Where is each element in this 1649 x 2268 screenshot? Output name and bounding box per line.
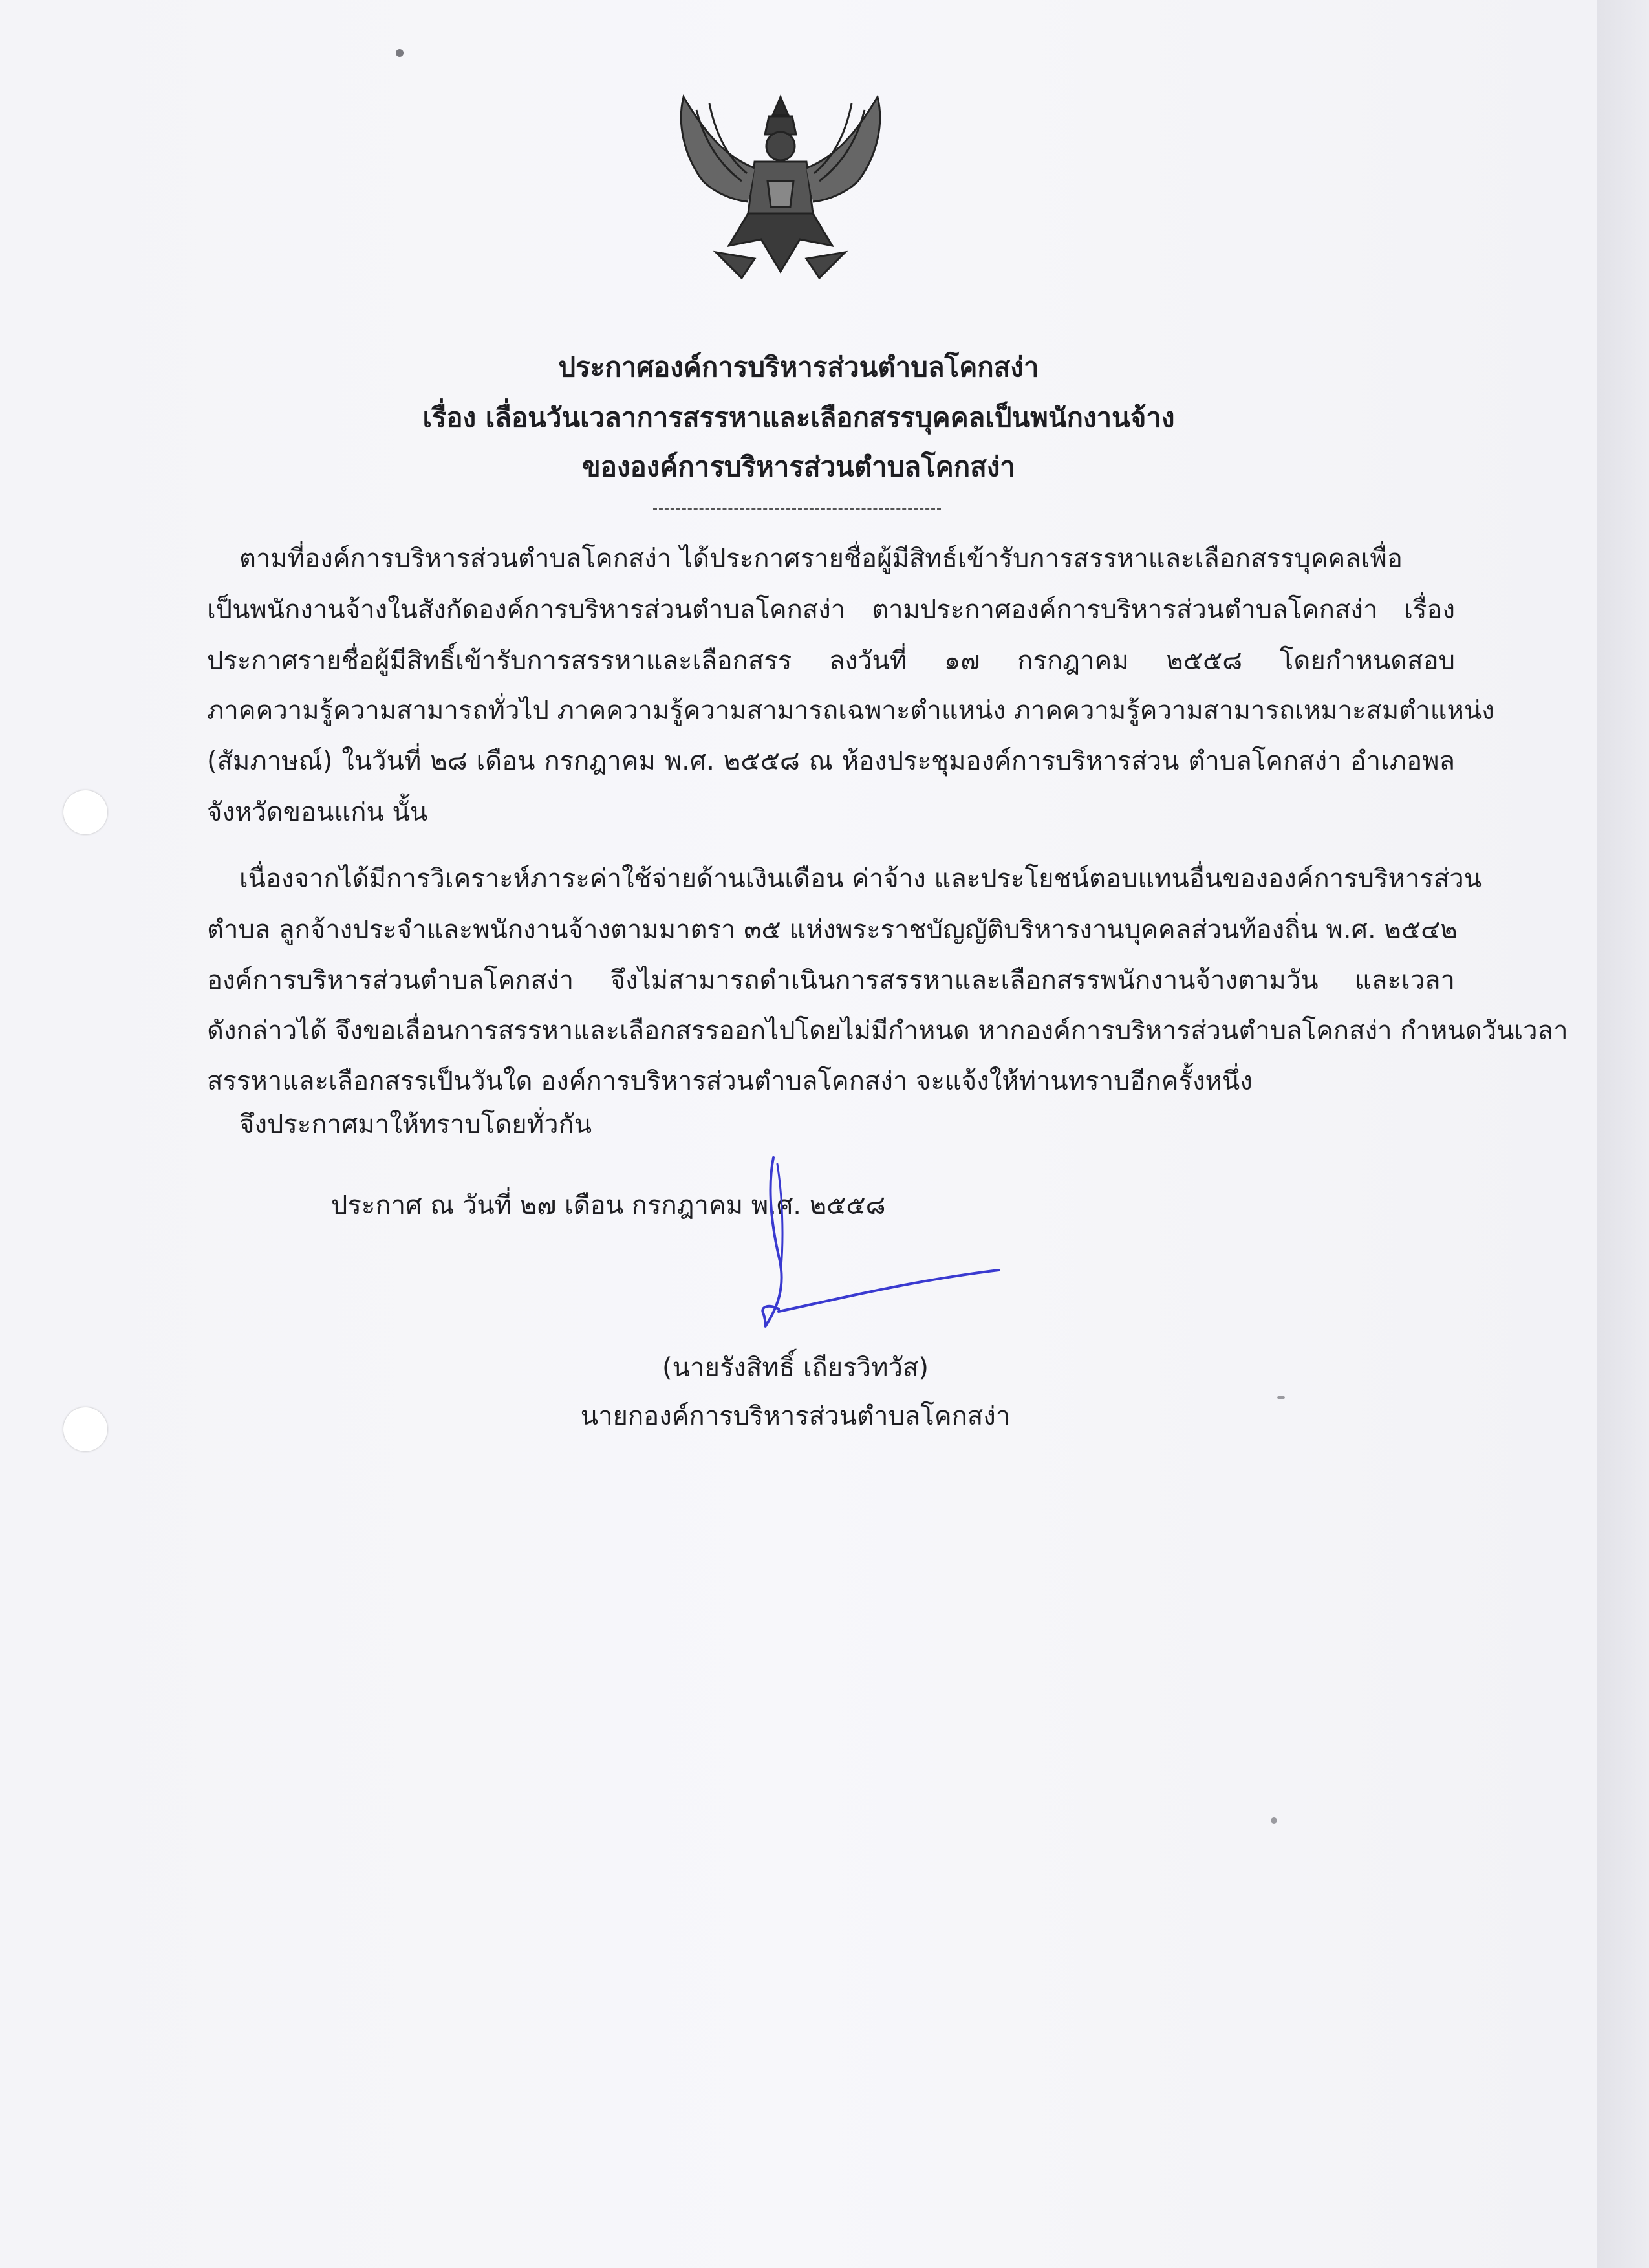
paragraph1-line: ภาคความรู้ความสามารถทั่วไป ภาคความรู้ความสามารถเฉพาะตำแหน่ง ภาคความรู้ความสามารถเหมาะสมตำแหน่ง (207, 696, 1494, 726)
header-subject: เรื่อง เลื่อนวันเวลาการสรรหาและเลือกสรรบุคคลเป็นพนักงานจ้าง (422, 402, 1175, 433)
handwritten-signature (744, 1151, 1015, 1345)
paragraph1-line: ประกาศรายชื่อผู้มีสิทธิ์เข้ารับการสรรหาและเลือกสรร ลงวันที่ ๑๗ กรกฎาคม ๒๕๕๘ โดยกำหนดสอบ (207, 646, 1455, 676)
paragraph2-line: ดังกล่าวได้ จึงขอเลื่อนการสรรหาและเลือกสรรออกไปโดยไม่มีกำหนด หากองค์การบริหารส่วนตำบลโคกสง่า กำหนดวันเวลา (207, 1016, 1568, 1046)
header-title: ประกาศองค์การบริหารส่วนตำบลโคกสง่า (558, 351, 1039, 383)
paragraph2-line: สรรหาและเลือกสรรเป็นวันใด องค์การบริหารส่วนตำบลโคกสง่า จะแจ้งให้ท่านทราบอีกครั้งหนึ่ง (207, 1066, 1253, 1096)
scan-edge (1597, 0, 1649, 2268)
paragraph1-line: (สัมภาษณ์) ในวันที่ ๒๘ เดือน กรกฎาคม พ.ศ. ๒๕๕๘ ณ ห้องประชุมองค์การบริหารส่วน ตำบลโคกสง่า อำเภอพล (207, 746, 1455, 776)
closing-statement: จึงประกาศมาให้ทราบโดยทั่วกัน (239, 1110, 592, 1139)
paragraph2-line: เนื่องจากได้มีการวิเคราะห์ภาระค่าใช้จ่ายด้านเงินเดือน ค่าจ้าง และประโยชน์ตอบแทนอื่นขององค์การบริหารส่วน (239, 864, 1482, 894)
punch-hole-bottom (63, 1407, 107, 1451)
header-divider (653, 508, 941, 510)
signer-title: นายกองค์การบริหารส่วนตำบลโคกสง่า (580, 1401, 1011, 1431)
paragraph1-line: ตามที่องค์การบริหารส่วนตำบลโคกสง่า ได้ประกาศรายชื่อผู้มีสิทธ์เข้ารับการสรรหาและเลือกสรรบุคคลเพื่อ (239, 544, 1403, 574)
header-organization: ขององค์การบริหารส่วนตำบลโคกสง่า (582, 451, 1015, 482)
paper-speck (396, 49, 404, 57)
paragraph1-line: เป็นพนักงานจ้างในสังกัดองค์การบริหารส่วนตำบลโคกสง่า ตามประกาศองค์การบริหารส่วนตำบลโคกสง่า เรื่อง (207, 595, 1455, 625)
paragraph2-line: ตำบล ลูกจ้างประจำและพนักงานจ้างตามมาตรา ๓๕ แห่งพระราชบัญญัติบริหารงานบุคคลส่วนท้องถิ่น พ.ศ. ๒๕๔๒ (207, 915, 1458, 945)
paper-speck (1271, 1817, 1277, 1824)
punch-hole-top (63, 790, 107, 834)
signer-name: (นายรังสิทธิ์ เถียรวิทวัส) (662, 1353, 929, 1383)
paragraph1-line: จังหวัดขอนแก่น นั้น (207, 797, 428, 827)
announcement-date: ประกาศ ณ วันที่ ๒๗ เดือน กรกฎาคม พ.ศ. ๒๕๕๘ (331, 1191, 886, 1220)
paragraph2-line: องค์การบริหารส่วนตำบลโคกสง่า จึงไม่สามารถดำเนินการสรรหาและเลือกสรรพนักงานจ้างตามวัน และเวลา (207, 966, 1455, 995)
garuda-emblem-icon (658, 84, 903, 285)
paper-speck (1277, 1396, 1285, 1399)
